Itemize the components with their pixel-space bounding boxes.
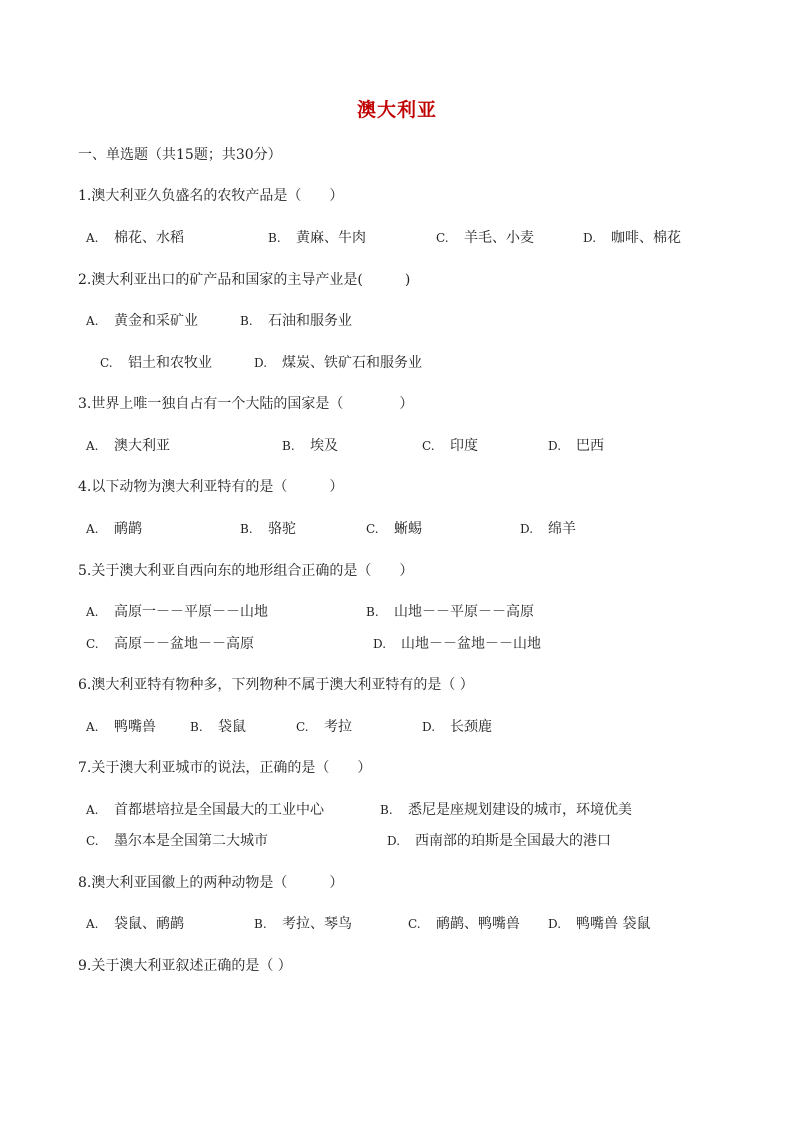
option-text: 鸸鹋、鸭嘴兽 xyxy=(436,916,520,932)
option-d[interactable] xyxy=(548,915,650,933)
option-text: 鸭嘴兽 xyxy=(114,719,156,735)
option-letter: A. xyxy=(86,803,99,817)
option-letter: A. xyxy=(86,720,99,734)
option-text: 考拉 xyxy=(324,719,352,735)
option-text: 悉尼是座规划建设的城市，环境优美 xyxy=(408,802,632,818)
option-letter: C. xyxy=(408,917,421,931)
option-text: 鸭嘴兽 袋鼠 xyxy=(576,916,651,932)
question-stem: 3.世界上唯一独自占有一个大陆的国家是（ ） xyxy=(78,396,414,412)
option-letter: B. xyxy=(268,231,281,245)
option-text: 山地－－盆地－－山地 xyxy=(401,636,541,652)
option-d[interactable] xyxy=(520,520,576,538)
option-a[interactable] xyxy=(86,603,268,621)
option-a[interactable] xyxy=(86,915,184,933)
option-text: 棉花、水稻 xyxy=(114,230,184,246)
option-text: 考拉、琴鸟 xyxy=(282,916,352,932)
option-d[interactable] xyxy=(548,437,604,455)
question-stem: 8.澳大利亚国徽上的两种动物是（ ） xyxy=(78,875,344,891)
option-letter: B. xyxy=(366,605,379,619)
option-a[interactable] xyxy=(86,718,156,736)
option-text: 绵羊 xyxy=(548,521,576,537)
option-c[interactable] xyxy=(408,915,520,933)
option-text: 高原一－－平原－－山地 xyxy=(114,604,268,620)
option-letter: C. xyxy=(100,356,113,370)
question-stem: 2.澳大利亚出口的矿产品和国家的主导产业是( ) xyxy=(78,272,411,288)
option-letter: C. xyxy=(422,439,435,453)
option-c[interactable] xyxy=(86,832,268,850)
option-text: 羊毛、小麦 xyxy=(464,230,534,246)
option-c[interactable] xyxy=(436,229,534,247)
option-b[interactable] xyxy=(254,915,352,933)
option-c[interactable] xyxy=(366,520,422,538)
option-text: 石油和服务业 xyxy=(268,313,352,329)
option-text: 袋鼠、鸸鹋 xyxy=(114,916,184,932)
option-letter: D. xyxy=(548,917,562,931)
option-letter: C. xyxy=(86,637,99,651)
option-letter: A. xyxy=(86,314,99,328)
option-letter: B. xyxy=(380,803,393,817)
option-letter: D. xyxy=(520,522,534,536)
option-letter: D. xyxy=(548,439,562,453)
option-letter: A. xyxy=(86,231,99,245)
option-letter: B. xyxy=(254,917,267,931)
question-stem: 5.关于澳大利亚自西向东的地形组合正确的是（ ） xyxy=(78,563,414,579)
question-stem: 9.关于澳大利亚叙述正确的是（ ） xyxy=(78,958,292,974)
option-text: 西南部的珀斯是全国最大的港口 xyxy=(415,833,611,849)
option-text: 巴西 xyxy=(576,438,604,454)
option-text: 袋鼠 xyxy=(218,719,246,735)
option-letter: C. xyxy=(366,522,379,536)
option-b[interactable] xyxy=(380,801,632,819)
option-letter: A. xyxy=(86,605,99,619)
option-text: 长颈鹿 xyxy=(450,719,492,735)
option-b[interactable] xyxy=(240,312,352,330)
option-letter: A. xyxy=(86,439,99,453)
option-letter: D. xyxy=(254,356,268,370)
option-text: 山地－－平原－－高原 xyxy=(394,604,534,620)
option-letter: A. xyxy=(86,522,99,536)
option-text: 墨尔本是全国第二大城市 xyxy=(114,833,268,849)
option-letter: B. xyxy=(282,439,295,453)
option-text: 黄金和采矿业 xyxy=(114,313,198,329)
option-text: 黄麻、牛肉 xyxy=(296,230,366,246)
page-title: 澳大利亚 xyxy=(356,99,437,121)
option-a[interactable] xyxy=(86,437,170,455)
option-letter: D. xyxy=(373,637,387,651)
option-b[interactable] xyxy=(366,603,534,621)
question-stem: 4.以下动物为澳大利亚特有的是（ ） xyxy=(78,479,344,495)
option-b[interactable] xyxy=(190,718,246,736)
option-c[interactable] xyxy=(422,437,478,455)
option-letter: B. xyxy=(240,314,253,328)
option-d[interactable] xyxy=(422,718,492,736)
option-text: 咖啡、棉花 xyxy=(611,230,681,246)
option-letter: C. xyxy=(436,231,449,245)
option-letter: C. xyxy=(296,720,309,734)
question-stem: 1.澳大利亚久负盛名的农牧产品是（ ） xyxy=(78,188,344,204)
option-text: 首都堪培拉是全国最大的工业中心 xyxy=(114,802,324,818)
option-text: 煤炭、铁矿石和服务业 xyxy=(282,355,422,371)
option-a[interactable] xyxy=(86,801,324,819)
option-text: 澳大利亚 xyxy=(114,438,170,454)
question-stem: 7.关于澳大利亚城市的说法，正确的是（ ） xyxy=(78,760,372,776)
option-letter: D. xyxy=(422,720,436,734)
option-text: 埃及 xyxy=(310,438,338,454)
option-a[interactable] xyxy=(86,312,198,330)
option-letter: B. xyxy=(240,522,253,536)
option-text: 蜥蜴 xyxy=(394,521,422,537)
option-d[interactable] xyxy=(583,229,681,247)
option-text: 印度 xyxy=(450,438,478,454)
option-c[interactable] xyxy=(296,718,352,736)
question-stem: 6.澳大利亚特有物种多，下列物种不属于澳大利亚特有的是（ ） xyxy=(78,677,474,693)
option-letter: D. xyxy=(583,231,597,245)
option-letter: D. xyxy=(387,834,401,848)
option-b[interactable] xyxy=(240,520,296,538)
option-c[interactable] xyxy=(86,635,254,653)
option-b[interactable] xyxy=(268,229,366,247)
option-letter: B. xyxy=(190,720,203,734)
option-text: 鸸鹋 xyxy=(114,521,142,537)
option-text: 铝土和农牧业 xyxy=(128,355,212,371)
option-d[interactable] xyxy=(387,832,611,850)
option-text: 高原－－盆地－－高原 xyxy=(114,636,254,652)
option-c[interactable] xyxy=(100,354,212,372)
option-a[interactable] xyxy=(86,520,142,538)
option-b[interactable] xyxy=(282,437,338,455)
option-d[interactable] xyxy=(254,354,422,372)
option-letter: C. xyxy=(86,834,99,848)
option-a[interactable] xyxy=(86,229,184,247)
option-text: 骆驼 xyxy=(268,521,296,537)
option-letter: A. xyxy=(86,917,99,931)
option-d[interactable] xyxy=(373,635,541,653)
section-heading: 一、单选题（共15题；共30分） xyxy=(78,147,282,163)
